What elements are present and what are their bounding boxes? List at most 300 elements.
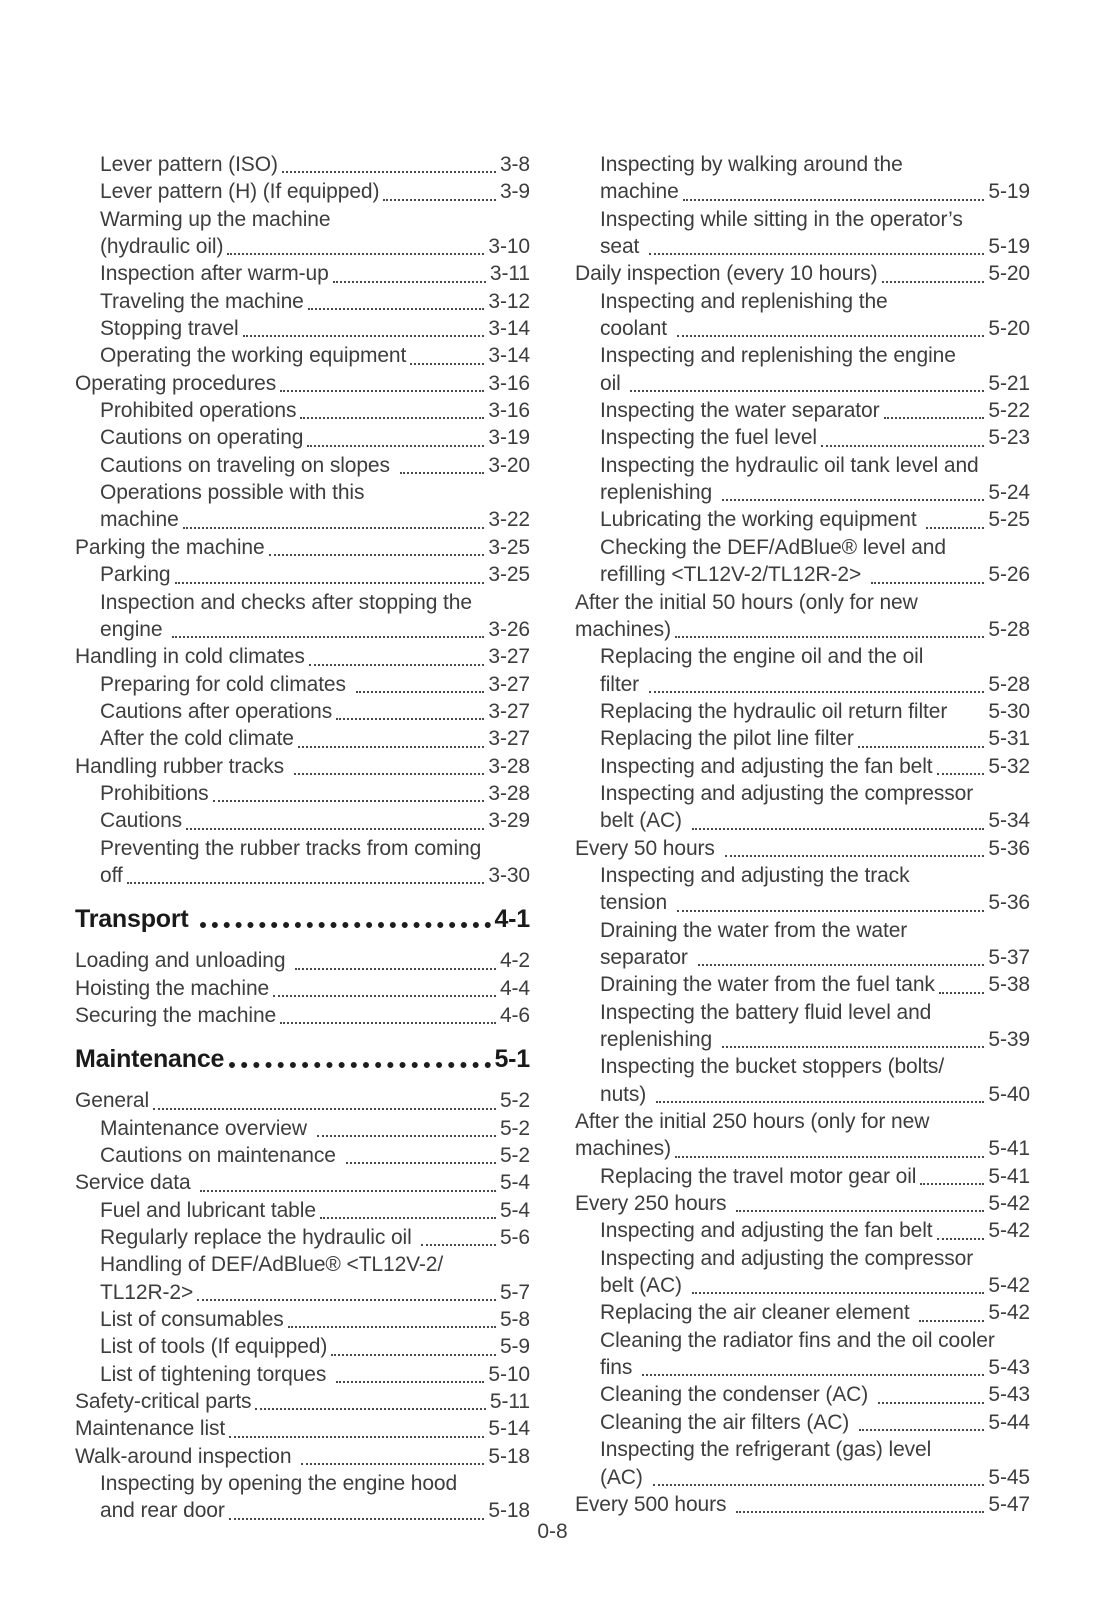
toc-entry-row: [575, 1327, 1030, 1354]
toc-entry-page: 3-28: [488, 781, 530, 805]
toc-entry-row: [75, 178, 530, 205]
toc-entry-row: [75, 1279, 530, 1306]
toc-entry-row: [575, 151, 1030, 178]
dotted-leader: [127, 882, 485, 884]
dotted-leader: [301, 1463, 484, 1465]
toc-entry-page: 5-43: [988, 1356, 1030, 1380]
toc-entry-label: belt (AC): [600, 809, 688, 833]
toc-entry-page: 3-25: [488, 535, 530, 559]
toc-entry-page: 5-28: [988, 672, 1030, 696]
dotted-leader: [317, 1135, 496, 1137]
toc-entry-row: [575, 944, 1030, 971]
toc-entry-row: [575, 1053, 1030, 1080]
toc-entry-row: [75, 753, 530, 780]
toc-entry-row: [575, 698, 1030, 725]
toc-entry-row: [575, 206, 1030, 233]
dotted-leader: [175, 582, 485, 584]
dotted-leader: [229, 1062, 491, 1068]
toc-entry-row: [75, 975, 530, 1002]
toc-entry-page: 5-22: [988, 399, 1030, 423]
toc-entry-label: Handling of DEF/AdBlue® <TL12V-2/: [100, 1253, 444, 1277]
toc-entry-page: 3-30: [488, 863, 530, 887]
toc-entry-row: [575, 506, 1030, 533]
toc-entry-label: Cleaning the radiator fins and the oil cooler: [600, 1328, 995, 1352]
toc-entry-row: [575, 260, 1030, 287]
toc-entry-label: Operating procedures: [75, 371, 277, 395]
toc-entry-row: [575, 999, 1030, 1026]
toc-entry-label: belt (AC): [600, 1274, 688, 1298]
toc-entry-page: 5-6: [499, 1226, 530, 1250]
toc-entry-row: [575, 178, 1030, 205]
toc-entry-row: [75, 1388, 530, 1415]
toc-entry-label: Replacing the pilot line filter: [600, 727, 854, 751]
toc-entry-label: Service data: [75, 1171, 197, 1195]
dotted-leader: [630, 390, 984, 392]
toc-entry-row: [75, 1251, 530, 1278]
toc-entry-page: 5-44: [988, 1410, 1030, 1434]
toc-entry-label: Every 50 hours: [575, 836, 721, 860]
toc-entry-page: 3-20: [488, 453, 530, 477]
toc-entry-label: oil: [600, 371, 627, 395]
toc-entry-page: 5-39: [988, 1028, 1030, 1051]
dotted-leader: [677, 335, 985, 337]
toc-entry-page: 5-20: [988, 317, 1030, 341]
toc-entry-row: [75, 1169, 530, 1196]
toc-entry-row: [575, 315, 1030, 342]
dotted-leader: [356, 691, 485, 693]
toc-entry-page: 5-42: [988, 1192, 1030, 1216]
toc-entry-label: machines): [575, 617, 671, 641]
toc-entry-row: [575, 1381, 1030, 1408]
dotted-leader: [243, 335, 485, 337]
toc-entry-label: Inspecting and replenishing the: [600, 289, 888, 313]
toc-entry-label: Cautions after operations: [100, 699, 333, 723]
toc-entry-row: [75, 725, 530, 752]
toc-entry-page: 5-38: [988, 973, 1030, 997]
toc-entry-page: 5-41: [988, 1164, 1030, 1188]
toc-entry-label: Replacing the travel motor gear oil: [600, 1164, 917, 1188]
dotted-leader: [227, 253, 484, 255]
toc-entry-label: Prohibited operations: [100, 399, 297, 423]
toc-entry-label: Cautions on operating: [100, 426, 304, 450]
toc-entry-row: [575, 1409, 1030, 1436]
dotted-leader: [153, 1108, 496, 1110]
toc-entry-page: 3-27: [488, 727, 530, 751]
dotted-leader: [200, 1190, 496, 1192]
toc-entry-label: fins: [600, 1356, 639, 1380]
toc-entry-page: 5-36: [988, 836, 1030, 860]
toc-entry-page: 3-19: [488, 426, 530, 450]
toc-entry-page: 5-20: [988, 262, 1030, 286]
toc-entry-page: 3-11: [489, 262, 530, 286]
toc-entry-label: Traveling the machine: [100, 289, 304, 313]
dotted-leader: [649, 691, 985, 693]
toc-entry-label: TL12R-2>: [100, 1280, 194, 1304]
dotted-leader: [692, 1292, 985, 1294]
toc-entry-row: [75, 315, 530, 342]
toc-entry-label: Maintenance overview: [100, 1116, 313, 1140]
toc-entry-label: Cleaning the condenser (AC): [600, 1383, 874, 1407]
toc-entry-row: [75, 1002, 530, 1029]
dotted-leader: [937, 1238, 985, 1240]
dotted-leader: [919, 1320, 984, 1322]
dotted-leader: [736, 1511, 984, 1513]
toc-entry-row: [75, 479, 530, 506]
dotted-leader: [229, 1436, 484, 1438]
toc-entry-label: Lever pattern (ISO): [100, 153, 278, 176]
toc-entry-label: Inspecting by opening the engine hood: [100, 1472, 458, 1496]
toc-entry-label: Inspecting the water separator: [600, 399, 880, 423]
toc-entry-row: [575, 1163, 1030, 1190]
toc-entry-label: Replacing the hydraulic oil return filter: [600, 699, 953, 723]
toc-entry-page: 5-30: [988, 699, 1030, 723]
toc-entry-label: After the initial 50 hours (only for new: [575, 590, 918, 614]
toc-entry-page: 5-18: [488, 1499, 530, 1523]
toc-entry-page: 3-26: [488, 617, 530, 641]
toc-entry-label: Replacing the air cleaner element: [600, 1301, 916, 1325]
toc-entry-row: [75, 1415, 530, 1442]
toc-entry-row: [575, 1108, 1030, 1135]
toc-entry-row: [575, 1354, 1030, 1381]
toc-entry-label: Prohibitions: [100, 781, 209, 805]
toc-entry-row: [575, 1464, 1030, 1491]
toc-entry-row: [575, 1135, 1030, 1162]
toc-entry-row: [575, 397, 1030, 424]
toc-entry-row: [575, 807, 1030, 834]
dotted-leader: [308, 308, 485, 310]
toc-entry-row: [75, 862, 530, 889]
toc-entry-label: Draining the water from the fuel tank: [600, 973, 935, 997]
toc-entry-page: 3-16: [488, 371, 530, 395]
toc-entry-label: replenishing: [600, 1028, 718, 1051]
toc-entry-row: [75, 643, 530, 670]
dotted-leader: [871, 582, 985, 584]
dotted-leader: [675, 636, 984, 638]
toc-entry-row: [575, 1190, 1030, 1217]
toc-entry-label: After the initial 250 hours (only for new: [575, 1110, 930, 1134]
dotted-leader: [725, 855, 985, 857]
toc-entry-page: 5-8: [499, 1308, 530, 1332]
toc-entry-row: [75, 1361, 530, 1388]
dotted-leader: [183, 527, 485, 529]
toc-entry-page: 3-12: [488, 289, 530, 313]
toc-entry-row: [575, 1491, 1030, 1518]
toc-entry-row: [575, 643, 1030, 670]
dotted-leader: [294, 773, 485, 775]
toc-entry-row: [75, 698, 530, 725]
toc-entry-page: 4-4: [499, 976, 530, 1000]
dotted-leader: [821, 445, 984, 447]
toc-entry-label: Inspecting and replenishing the engine: [600, 344, 956, 368]
dotted-leader: [692, 828, 985, 830]
toc-entry-label: Inspecting by walking around the: [600, 153, 903, 176]
toc-entry-row: [575, 452, 1030, 479]
toc-entry-label: engine: [100, 617, 169, 641]
dotted-leader: [336, 718, 484, 720]
toc-entry-row: [75, 342, 530, 369]
toc-entry-label: Maintenance list: [75, 1417, 226, 1441]
dotted-leader: [200, 922, 491, 928]
toc-entry-page: 5-19: [988, 180, 1030, 204]
dotted-leader: [333, 281, 486, 283]
toc-entry-row: [75, 288, 530, 315]
toc-entry-label: Parking: [100, 563, 171, 587]
dotted-leader: [677, 910, 985, 912]
toc-entry-row: [575, 616, 1030, 643]
toc-entry-label: Preventing the rubber tracks from coming: [100, 836, 482, 860]
toc-entry-page: 3-27: [488, 645, 530, 669]
toc-entry-row: [75, 452, 530, 479]
dotted-leader: [280, 1022, 496, 1024]
toc-entry-label: Inspecting the fuel level: [600, 426, 817, 450]
dotted-leader: [331, 1354, 496, 1356]
toc-entry-page: 3-8: [499, 153, 530, 176]
toc-entry-row: [575, 780, 1030, 807]
toc-entry-label: Inspecting the battery fluid level and: [600, 1000, 932, 1024]
toc-entry-row: [575, 342, 1030, 369]
toc-entry-row: [75, 506, 530, 533]
toc-entry-label: Operating the working equipment: [100, 344, 407, 368]
dotted-leader: [939, 992, 985, 994]
toc-entry-page: 5-25: [988, 508, 1030, 532]
toc-entry-label: nuts): [600, 1082, 652, 1106]
toc-entry-row: [575, 1299, 1030, 1326]
toc-entry-row: [75, 671, 530, 698]
toc-entry-label: Inspection and checks after stopping the: [100, 590, 472, 614]
toc-entry-page: 5-47: [988, 1492, 1030, 1516]
toc-entry-row: [75, 807, 530, 834]
toc-entry-page: 5-2: [499, 1144, 530, 1167]
toc-entry-row: [75, 616, 530, 643]
toc-entry-label: and rear door: [100, 1499, 225, 1523]
toc-entry-label: Stopping travel: [100, 317, 239, 341]
toc-entry-row: [575, 971, 1030, 998]
toc-section-row: [75, 903, 530, 935]
toc-entry-label: Inspecting and adjusting the compressor: [600, 781, 974, 805]
toc-entry-row: [75, 1197, 530, 1224]
toc-entry-row: [75, 534, 530, 561]
dotted-leader: [653, 1484, 985, 1486]
toc-entry-row: [75, 1443, 530, 1470]
toc-entry-row: [75, 1087, 530, 1114]
toc-entry-label: Handling in cold climates: [75, 645, 305, 669]
toc-entry-page: 3-29: [488, 809, 530, 833]
toc-entry-label: After the cold climate: [100, 727, 294, 751]
toc-entry-label: Inspecting the bucket stoppers (bolts/: [600, 1055, 945, 1079]
toc-entry-label: Handling rubber tracks: [75, 754, 290, 778]
dotted-leader: [269, 554, 485, 556]
dotted-leader: [336, 1381, 484, 1383]
toc-entry-page: 4-6: [499, 1003, 530, 1027]
toc-entry-page: 5-32: [988, 754, 1030, 778]
dotted-leader: [300, 417, 484, 419]
toc-entry-page: 3-22: [488, 508, 530, 532]
dotted-leader: [858, 746, 985, 748]
toc-entry-row: [575, 424, 1030, 451]
toc-entry-label: (hydraulic oil): [100, 235, 224, 259]
dotted-leader: [197, 1299, 496, 1301]
dotted-leader: [882, 281, 985, 283]
toc-entry-row: [575, 479, 1030, 506]
toc-entry-row: [75, 233, 530, 260]
toc-entry-label: Parking the machine: [75, 535, 265, 559]
toc-entry-row: [75, 947, 530, 974]
toc-entry-label: off: [100, 863, 123, 887]
toc-entry-row: [575, 835, 1030, 862]
dotted-leader: [722, 499, 985, 501]
toc-entry-row: [75, 1333, 530, 1360]
toc-entry-page: 5-41: [988, 1137, 1030, 1161]
toc-entry-page: 5-26: [988, 563, 1030, 587]
toc-entry-label: Inspecting and adjusting the track: [600, 863, 910, 887]
toc-entry-page: 5-43: [988, 1383, 1030, 1407]
toc-entry-label: Lever pattern (H) (If equipped): [100, 180, 380, 204]
toc-entry-page: 5-7: [499, 1280, 530, 1304]
page-number-footer: 0-8: [537, 1520, 568, 1543]
toc-entry-page: 4-2: [499, 949, 530, 973]
dotted-leader: [926, 527, 984, 529]
toc-entry-row: [575, 753, 1030, 780]
toc-right-column: [575, 151, 1030, 1518]
dotted-leader: [346, 1162, 496, 1164]
toc-entry-label: seat: [600, 235, 646, 259]
toc-entry-row: [75, 835, 530, 862]
toc-entry-page: 3-27: [488, 699, 530, 723]
toc-entry-label: Every 250 hours: [575, 1192, 733, 1216]
toc-entry-page: 5-19: [988, 235, 1030, 259]
toc-entry-row: [575, 233, 1030, 260]
toc-entry-label: machines): [575, 1137, 671, 1161]
toc-entry-page: 5-45: [988, 1465, 1030, 1489]
toc-entry-page: 5-42: [988, 1301, 1030, 1325]
toc-entry-page: 5-34: [988, 809, 1030, 833]
toc-entry-row: [75, 370, 530, 397]
dotted-leader: [282, 171, 496, 173]
toc-entry-row: [575, 671, 1030, 698]
toc-entry-label: List of tightening torques: [100, 1362, 332, 1386]
toc-entry-row: [575, 288, 1030, 315]
toc-entry-label: coolant: [600, 317, 673, 341]
toc-entry-row: [575, 917, 1030, 944]
toc-entry-row: [575, 370, 1030, 397]
dotted-leader: [884, 417, 985, 419]
toc-entry-page: 5-4: [499, 1198, 530, 1222]
toc-entry-label: Daily inspection (every 10 hours): [575, 262, 878, 286]
toc-entry-page: 5-18: [488, 1444, 530, 1468]
dotted-leader: [878, 1402, 985, 1404]
toc-section-label: Maintenance: [75, 1045, 225, 1074]
toc-entry-page: 5-2: [499, 1116, 530, 1140]
toc-entry-page: 3-16: [488, 399, 530, 423]
toc-entry-row: [75, 589, 530, 616]
toc-entry-label: replenishing: [600, 481, 718, 505]
toc-entry-page: 3-14: [488, 344, 530, 368]
toc-entry-label: Cautions on maintenance: [100, 1144, 342, 1167]
dotted-leader: [295, 968, 496, 970]
toc-entry-label: General: [75, 1089, 150, 1113]
toc-entry-page: 5-40: [988, 1082, 1030, 1106]
toc-entry-label: Securing the machine: [75, 1003, 277, 1027]
toc-entry-label: separator: [600, 945, 694, 969]
toc-entry-row: [75, 260, 530, 287]
dotted-leader: [280, 390, 484, 392]
toc-entry-label: Operations possible with this: [100, 481, 365, 505]
toc-entry-page: 5-10: [488, 1362, 530, 1386]
toc-entry-row: [75, 780, 530, 807]
toc-entry-page: 5-37: [988, 945, 1030, 969]
toc-entry-label: Inspecting the hydraulic oil tank level and: [600, 453, 979, 477]
toc-entry-page: 5-21: [988, 371, 1030, 395]
dotted-leader: [400, 472, 485, 474]
toc-entry-label: Every 500 hours: [575, 1492, 733, 1516]
toc-entry-row: [575, 561, 1030, 588]
toc-entry-row: [75, 424, 530, 451]
toc-entry-row: [575, 1217, 1030, 1244]
toc-entry-row: [575, 862, 1030, 889]
toc-entry-label: Replacing the engine oil and the oil: [600, 645, 924, 669]
dotted-leader: [683, 199, 985, 201]
dotted-leader: [307, 445, 484, 447]
toc-entry-row: [575, 725, 1030, 752]
toc-section-label: Transport: [75, 905, 196, 934]
toc-entry-row: [75, 397, 530, 424]
toc-entry-page: 3-10: [488, 235, 530, 259]
toc-entry-label: Cautions: [100, 809, 183, 833]
toc-entry-page: 5-42: [988, 1219, 1030, 1243]
toc-entry-page: 3-9: [499, 180, 530, 204]
toc-entry-page: 5-42: [988, 1274, 1030, 1298]
toc-entry-label: refilling <TL12V-2/TL12R-2>: [600, 563, 867, 587]
toc-entry-page: 5-24: [988, 481, 1030, 505]
toc-entry-page: 5-28: [988, 617, 1030, 641]
toc-entry-row: [575, 1081, 1030, 1108]
toc-entry-label: filter: [600, 672, 645, 696]
toc-entry-row: [75, 1224, 530, 1251]
dotted-leader: [186, 828, 484, 830]
toc-entry-row: [575, 1026, 1030, 1053]
toc-entry-row: [75, 206, 530, 233]
toc-entry-row: [575, 1245, 1030, 1272]
dotted-leader: [859, 1429, 984, 1431]
toc-entry-page: 5-31: [988, 727, 1030, 751]
toc-entry-page: 5-9: [499, 1335, 530, 1359]
toc-entry-label: Loading and unloading: [75, 949, 292, 973]
toc-entry-label: Hoisting the machine: [75, 976, 270, 1000]
toc-entry-label: Inspecting and adjusting the fan belt: [600, 1219, 933, 1243]
dotted-leader: [383, 199, 496, 201]
toc-entry-page: 5-23: [988, 426, 1030, 450]
toc-left-column: [75, 151, 530, 1525]
dotted-leader: [421, 1244, 496, 1246]
toc-entry-row: [75, 1470, 530, 1497]
toc-entry-page: 5-36: [988, 891, 1030, 915]
toc-entry-label: (AC): [600, 1465, 649, 1489]
toc-entry-label: Regularly replace the hydraulic oil: [100, 1226, 418, 1250]
dotted-leader: [273, 995, 496, 997]
dotted-leader: [298, 746, 484, 748]
toc-entry-label: Fuel and lubricant table: [100, 1198, 316, 1222]
toc-entry-row: [575, 1436, 1030, 1463]
dotted-leader: [288, 1326, 496, 1328]
toc-entry-label: Inspection after warm-up: [100, 262, 329, 286]
dotted-leader: [698, 964, 985, 966]
toc-entry-label: List of consumables: [100, 1308, 284, 1332]
toc-entry-label: Warming up the machine: [100, 207, 331, 231]
dotted-leader: [675, 1156, 984, 1158]
dotted-leader: [255, 1408, 485, 1410]
toc-entry-label: Inspecting and adjusting the fan belt: [600, 754, 933, 778]
toc-entry-row: [75, 151, 530, 178]
